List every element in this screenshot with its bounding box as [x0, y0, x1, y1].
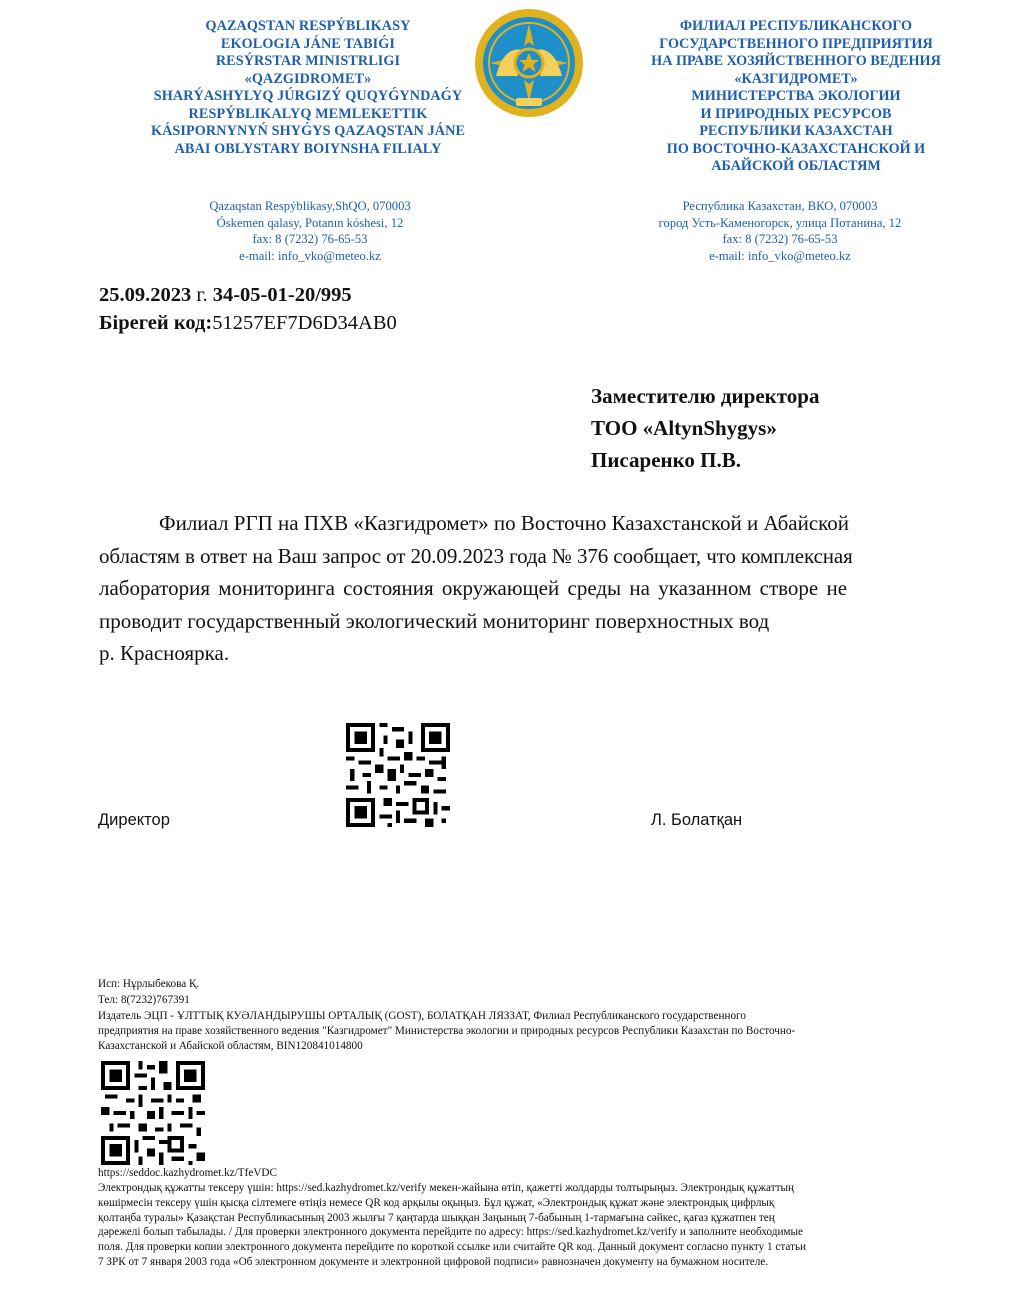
verification-line: Электрондық құжатты тексеру үшін: https://sed.kazhydromet.kz/verify мекен-жайына өтіп, қажетті жолдарды толтырыңыз. Электрондық құжаттың [98, 1182, 794, 1194]
issuer-line: Издатель ЭЦП - ҰЛТТЫҚ КУӘЛАНДЫРУШЫ ОРТАЛЫҚ (GOST), БОЛАТҚАН ЛЯЗЗАТ, Филиал Республиканского государственного [98, 1010, 746, 1022]
verification-line: көшірмесін тексеру үшін қысқа сілтемеге өтіңіз немесе QR код арқылы оқыңыз. Бұл құжат, «Электрондық құжат және электрондық цифрлық [98, 1196, 775, 1209]
state-emblem-icon [474, 6, 584, 120]
registration-number-line [99, 281, 397, 309]
registration-block [99, 281, 397, 337]
verification-line: қолтаңба туралы» Қазақстан Республикасының 2003 жылғы 7 қаңтарда шыққан Заңының 7-бабының 1-тармағына сәйкес, қағаз құжатпен тең [98, 1211, 775, 1224]
header-right-line: И ПРИРОДНЫХ РЕСУРСОВ [700, 105, 892, 122]
header-right-line: «КАЗГИДРОМЕТ» [734, 70, 858, 87]
body-word: экологический [345, 608, 478, 633]
body-word: мониторинг [482, 608, 590, 633]
header-left-line: «QAZGIDROMET» [244, 70, 372, 87]
header-right-line: РЕСПУБЛИКИ КАЗАХСТАН [699, 123, 893, 139]
verification-notice [98, 1181, 988, 1270]
address-right-line: город Усть-Каменогорск, улица Потанина, 12 [658, 215, 902, 230]
document-number: 34-05-01-20/995 [212, 284, 352, 306]
verification-qr-code-icon[interactable] [101, 1061, 205, 1165]
header-left-line: RESÝRSTAR MINISTRLIGI [215, 53, 401, 69]
short-link[interactable]: https://seddoc.kazhydromet.kz/TfeVDC [98, 1167, 277, 1179]
recipient-position: Заместителю директора [591, 384, 820, 408]
unique-code-line [99, 309, 397, 337]
phone-line: Тел: 8(7232)767391 [98, 994, 190, 1006]
header-left-line: SHARÝASHYLYQ JÚRGIZÝ QUQYǴYNDAǴY [153, 88, 463, 104]
header-left-line: KÁSIPORNYNYŃ SHYǴYS QAZAQSTAN JÁNE [150, 123, 466, 139]
body-word: поверхностных [595, 608, 734, 633]
header-left-line: EKOLOGIA JÁNE TABIǴI [220, 35, 396, 52]
executor-line: Исп: Нұрлыбекова Қ. [98, 978, 200, 990]
recipient-name: Писаренко П.В. [591, 448, 742, 472]
body-line: лаборатория мониторинга состояния окружающей среды на указанном створе не [99, 576, 848, 601]
signature-role: Директор [98, 811, 170, 829]
header-right-line: АБАЙСКОЙ ОБЛАСТЯМ [711, 158, 881, 174]
address-right-email[interactable]: e-mail: info_vko@meteo.kz [709, 248, 851, 263]
recipient-company: ТОО «AltynShygys» [591, 416, 777, 440]
verification-line: поля. Для проверки копии электронного документа перейдите по короткой ссылке или считайте QR код. Данный документ согласно пункту 1 статьи [98, 1241, 807, 1254]
header-left-line: QAZAQSTAN RESPÝBLIKASY [205, 18, 411, 34]
header-right-line: НА ПРАВЕ ХОЗЯЙСТВЕННОГО ВЕДЕНИЯ [651, 53, 941, 69]
header-right-org [596, 18, 996, 176]
address-left-line: Óskemen qalasy, Potanın kóshesi, 12 [216, 215, 404, 230]
body-word: проводит [99, 608, 183, 633]
document-date: 25.09.2023 [99, 284, 192, 306]
issuer-line: Казахстанской и Абайской областям, BIN120841014800 [98, 1039, 363, 1052]
address-left-line: Qazaqstan Respýblikasy,ShQO, 070003 [209, 199, 411, 213]
header-right-line: ФИЛИАЛ РЕСПУБЛИКАНСКОГО [679, 18, 913, 34]
body-word: вод [738, 608, 770, 633]
verification-line: дәрежелі болып табылады. / Для проверки электронного документа перейдите по адресу: https://sed.kazhydromet.kz/verify и заполните необходимые [98, 1226, 803, 1239]
body-line: р. Красноярка. [99, 641, 230, 666]
header-left-line: ABAI OBLYSTARY BOIYNSHA FILIALY [174, 140, 442, 157]
address-right-line: Республика Казахстан, ВКО, 070003 [682, 199, 878, 213]
issuer-block [98, 1009, 988, 1053]
address-right [620, 198, 940, 264]
signature-qr-code-icon[interactable] [346, 723, 450, 827]
unique-code-label: Бірегей код: [99, 312, 213, 334]
issuer-line: предприятия на праве хозяйственного ведения "Казгидромет" Министерства экологии и природных ресурсов Республики Казахстан по Восточно- [98, 1024, 796, 1037]
body-line-justified [99, 605, 984, 638]
verification-line: 7 ЗРК от 7 января 2003 года «Об электронном документе и электронной цифровой подписи» равнозначен документу на бумажном носителе. [98, 1255, 769, 1268]
header-right-line: МИНИСТЕРСТВА ЭКОЛОГИИ [691, 88, 901, 104]
unique-code: 51257EF7D6D34AB0 [212, 312, 397, 334]
letter-body [99, 507, 984, 670]
body-line: областям в ответ на Ваш запрос от 20.09.2023 года № 376 сообщает, что комплексная [99, 543, 853, 568]
body-word: государственный [187, 608, 341, 633]
header-right-line: ГОСУДАРСТВЕННОГО ПРЕДПРИЯТИЯ [659, 35, 933, 52]
body-line: Филиал РГП на ПХВ «Казгидромет» по Восточно Казахстанской и Абайской [159, 511, 850, 535]
address-left-line: fax: 8 (7232) 76-65-53 [252, 232, 368, 247]
address-left [170, 198, 450, 264]
year-suffix: г. [191, 284, 213, 306]
signature-name: Л. Болатқан [651, 811, 743, 829]
header-right-line: ПО ВОСТОЧНО-КАЗАХСТАНСКОЙ И [666, 140, 926, 157]
header-left-org [98, 18, 518, 158]
recipient-block [591, 380, 819, 476]
header-left-line: RESPÝBLIKALYQ MEMLEKETTIK [188, 105, 428, 122]
address-left-email[interactable]: e-mail: info_vko@meteo.kz [239, 248, 381, 263]
address-right-line: fax: 8 (7232) 76-65-53 [722, 232, 838, 247]
